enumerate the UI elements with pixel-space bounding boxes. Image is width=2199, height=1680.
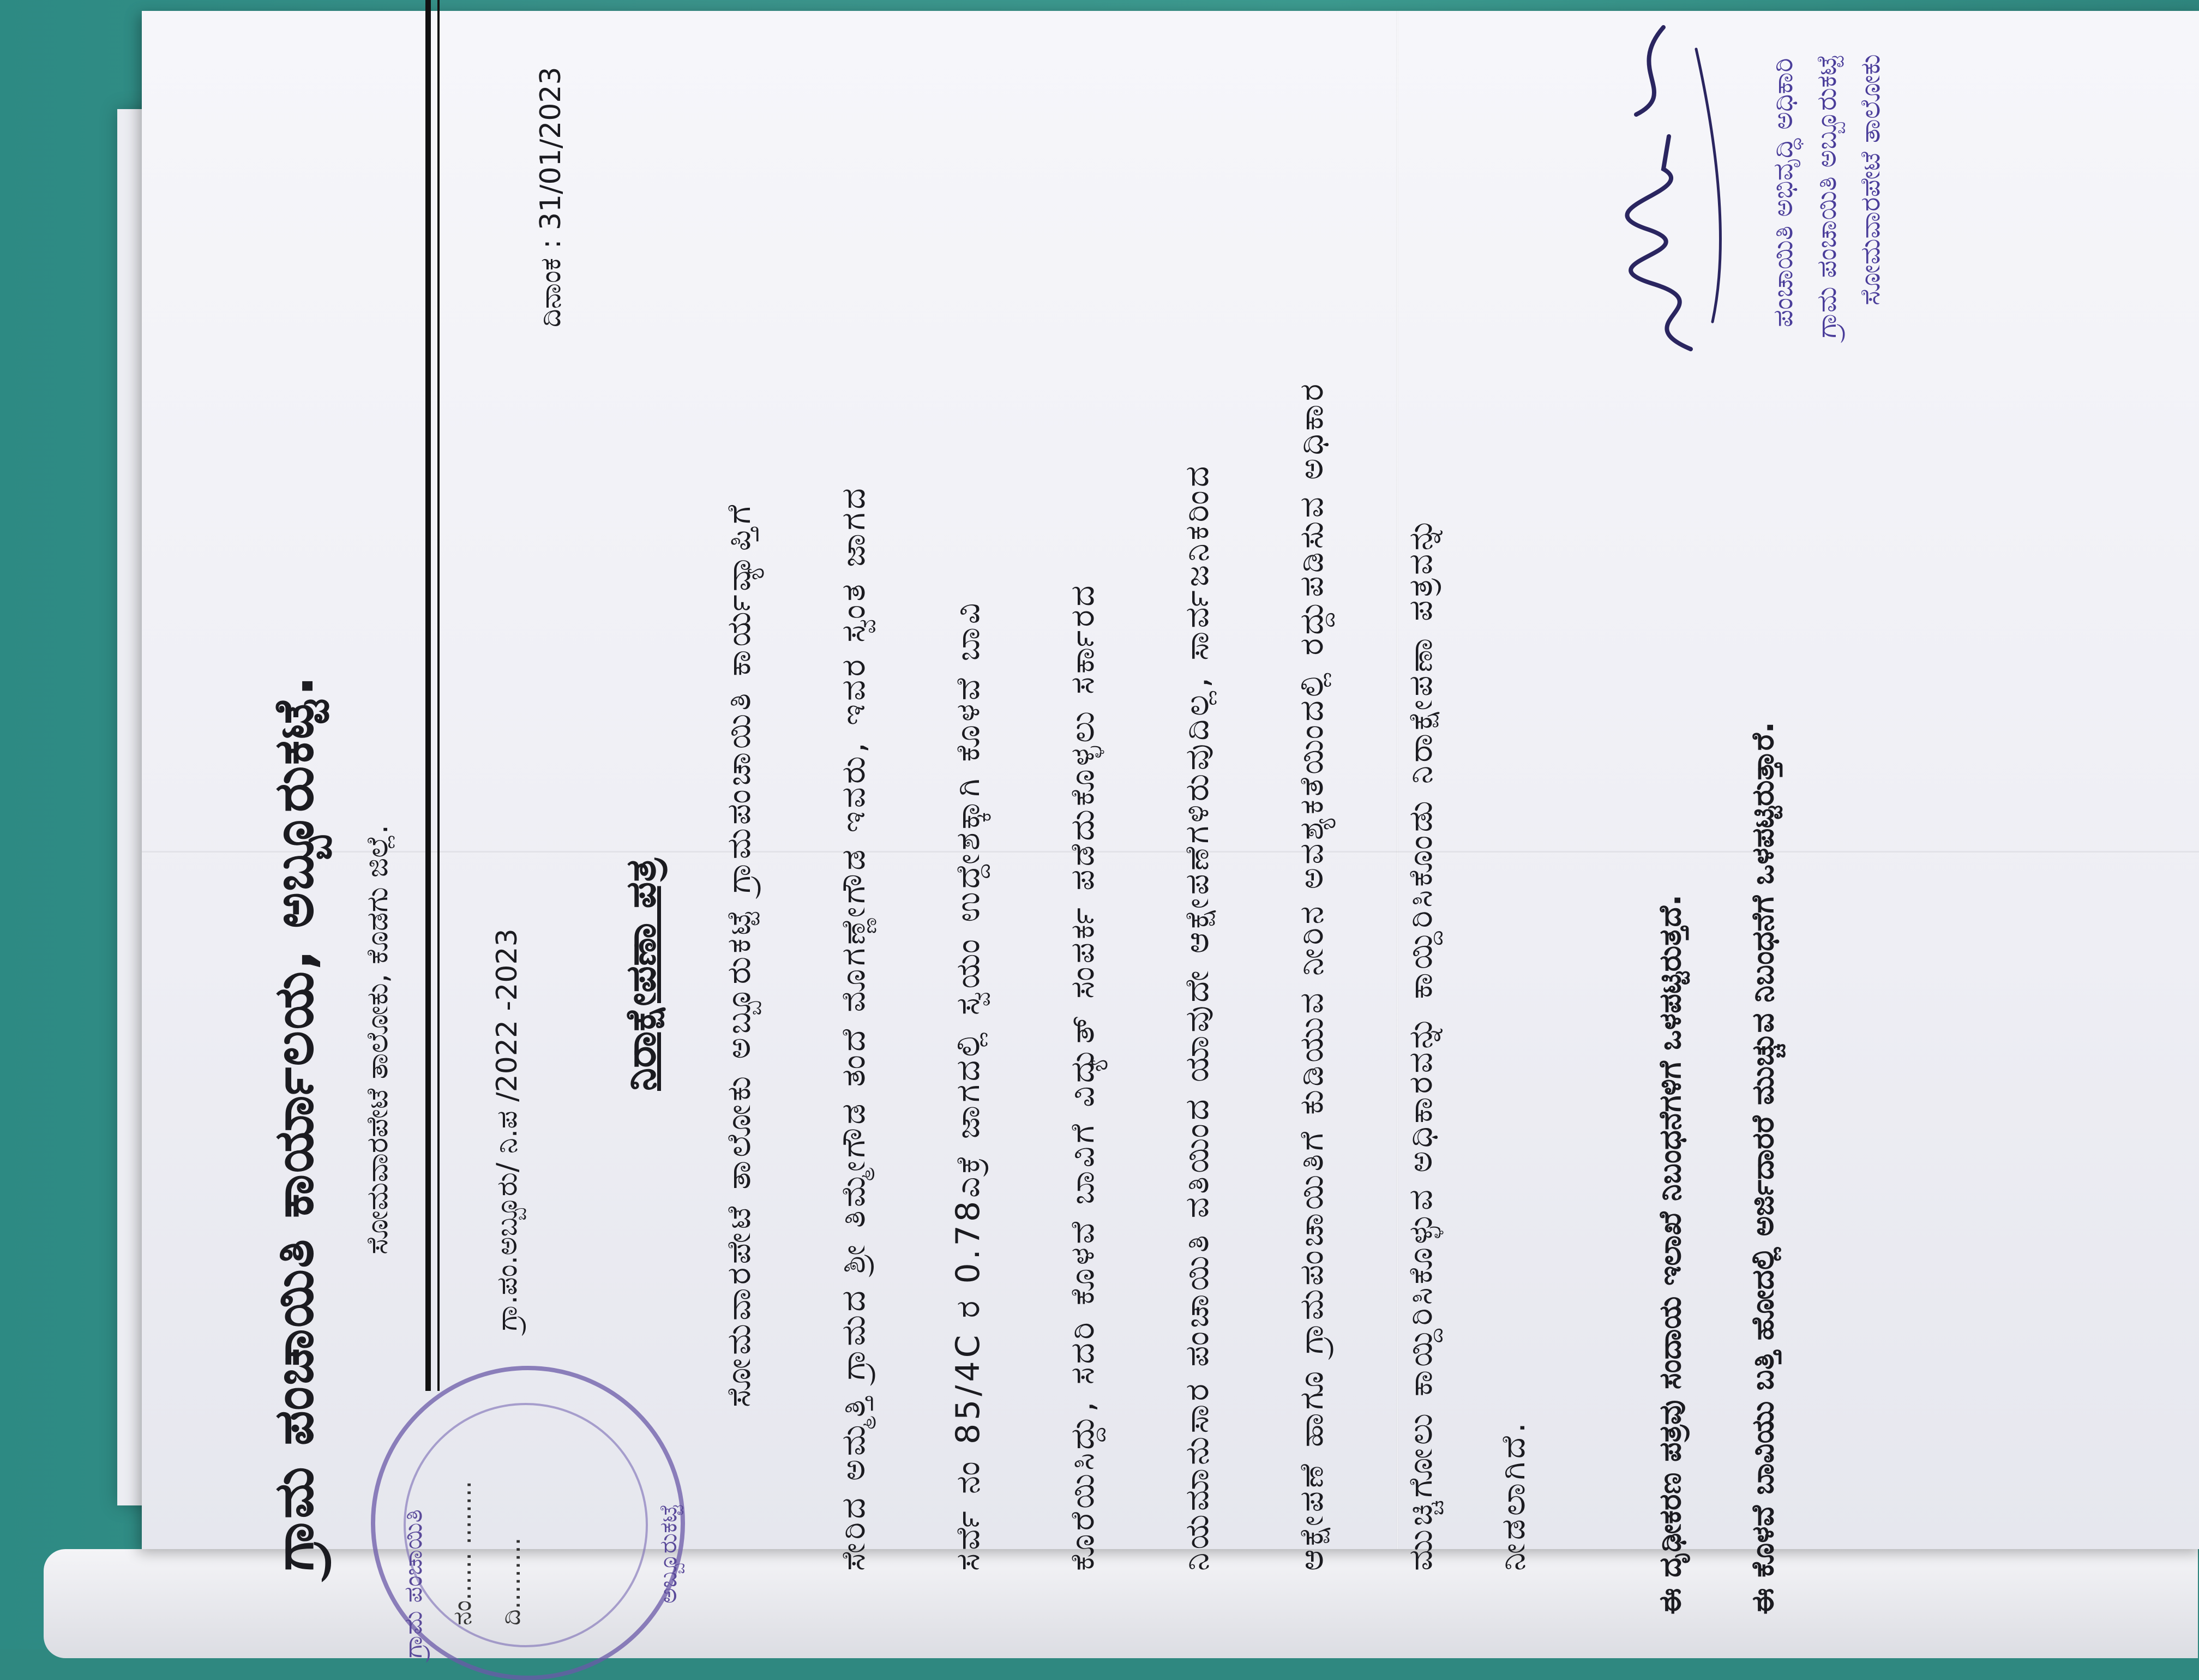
office-address: ಸೋಮವಾರಪೇಟೆ ತಾಲೋಕು, ಕೊಡಗು ಜಿಲ್ಲೆ.: [360, 824, 394, 1255]
seal-date-field: ದಿ.........: [496, 1537, 526, 1625]
issue-date: ದಿನಾಂಕ : 31/01/2023: [534, 67, 567, 327]
header-rule-thin: [437, 0, 440, 1391]
signatory-taluk: ಸೋಮವಾರಪೇಟೆ ತಾಲೋಕು: [1854, 54, 1886, 305]
body-line: ಆಕ್ಷೇಪಣೆ ಹಾಗೂ ಗ್ರಾಮಪಂಚಾಯಿತಿಗೆ ಕುಡಿಯುವ ನೀರಿನ ಅವಶ್ಯಕತೆಯಿಂದಲ್ಲಿ ರದ್ದುಪಡಿಸುವ ಅಧಿಕಾರ: [1293, 380, 1331, 1571]
seal-bottom-text: ಅಬ್ಬೂರುಕಟ್ಟೆ: [654, 1504, 682, 1604]
note-line: ಈ ದೃಢೀಕರಣ ಪತ್ರವು ಸಂದಾಯ ಇಲಾಖೆ ನಿಬಂಧನೆಗಳಿಗೆ ಒಳಪಟ್ಟಿರುತ್ತದೆ.: [1653, 894, 1688, 1615]
reference-number: ಗ್ರಾ.ಪಂ.ಅಬ್ಬೂರು/ ನಿ.ಪ /2022 -2023: [491, 928, 524, 1331]
body-line: ಸೋಮವಾರಪೇಟೆ ತಾಲೋಕು ಅಬ್ಬೂರುಕಟ್ಟೆ ಗ್ರಾಮಪಂಚಾಯಿತಿ ಕಾರ್ಯವ್ಯಾಪ್ತಿಗೆ: [720, 501, 758, 1407]
office-title: ಗ್ರಾಮ ಪಂಚಾಯಿತಿ ಕಾರ್ಯಾಲಯ, ಅಬ್ಬೂರುಕಟ್ಟೆ.: [262, 674, 326, 1571]
signatory-office: ಗ್ರಾಮ ಪಂಚಾಯಿತಿ ಅಬ್ಬೂರುಕಟ್ಟೆ: [1811, 54, 1842, 338]
body-line: ಸರ್ವೆ ನಂ 85/4C ರ 0.78ಎಕ್ರೆ ಜಾಗದಲ್ಲಿ ಸ್ವಯಂ ಉದ್ದೇಶಕ್ಕಾಗಿ ಕೊಳವೆ ಬಾವಿ: [949, 599, 987, 1571]
body-line: ನೀಡಲಾಗಿದೆ.: [1494, 1419, 1533, 1571]
signatory-designation: ಪಂಚಾಯಿತಿ ಅಭಿವೃದ್ಧಿ ಅಧಿಕಾರಿ: [1767, 58, 1799, 327]
body-line: ನಿಯಮಾನುಸಾರ ಪಂಚಾಯಿತಿ ವತಿಯಿಂದ ಯಾವುದೇ ಆಕ್ಷೇಪಣೆಗಳಿರುವುದಿಲ್ಲ, ಸಾರ್ವಜನಿಕರಿಂದ: [1178, 463, 1216, 1571]
body-line: ಮುಚ್ಚಿಗೋಲು ಕಾಯ್ದಿರಿಸಿಕೊಳ್ಳುವ ಅಧಿಕಾರವನ್ನು ಕಾಯ್ದಿರಿಸಿಕೊಂಡು ನಿರಾಕ್ಷೇಪಣಾ ಪತ್ರವನ್ನು: [1402, 514, 1440, 1571]
document-title: ನಿರಾಕ್ಷೇಪಣಾ ಪತ್ರ: [616, 858, 665, 1091]
header-rule: [425, 0, 431, 1391]
document-content: [142, 22, 2160, 1658]
body-line: ಕೊರೆಯಿಸಿದ್ದು, ಸದರಿ ಕೊಳವೆ ಬಾವಿಗೆ ವಿದ್ಯುತ್ ಸಂಪರ್ಕ ಪಡೆದುಕೊಳ್ಳಲು ಸರ್ಕಾರದ: [1064, 582, 1102, 1571]
note-line: ಈ ಕೊಳವೆ ಬಾವಿಯು ಬತ್ತಿ ಹೋದಲ್ಲಿ ಅರ್ಜಿದಾರರೆ ಮುಚ್ಚುವ ನಿಬಂಧನೆಗೆ ಒಳಪಟ್ಟಿರುತ್ತಾರೆ.: [1745, 722, 1781, 1615]
handwritten-signature: [1603, 16, 1734, 355]
seal-number-field: ನಂ...... ........: [447, 1480, 477, 1625]
body-line: ಸೇರಿದ ಅಮ್ಮತ್ತಿ ಗ್ರಾಮದ ಶ್ರೀ ತಿಮ್ಮೇಗೌಡ ತಂದೆ ಮೊಗಣ್ಣೇಗೌಡ ಇವರು, ಇವರ ಸ್ವಂತ ಜಾಗದ: [834, 485, 873, 1571]
seal-ring-text: ಗ್ರಾಮ ಪಂಚಾಯಿತಿ: [398, 1509, 428, 1658]
